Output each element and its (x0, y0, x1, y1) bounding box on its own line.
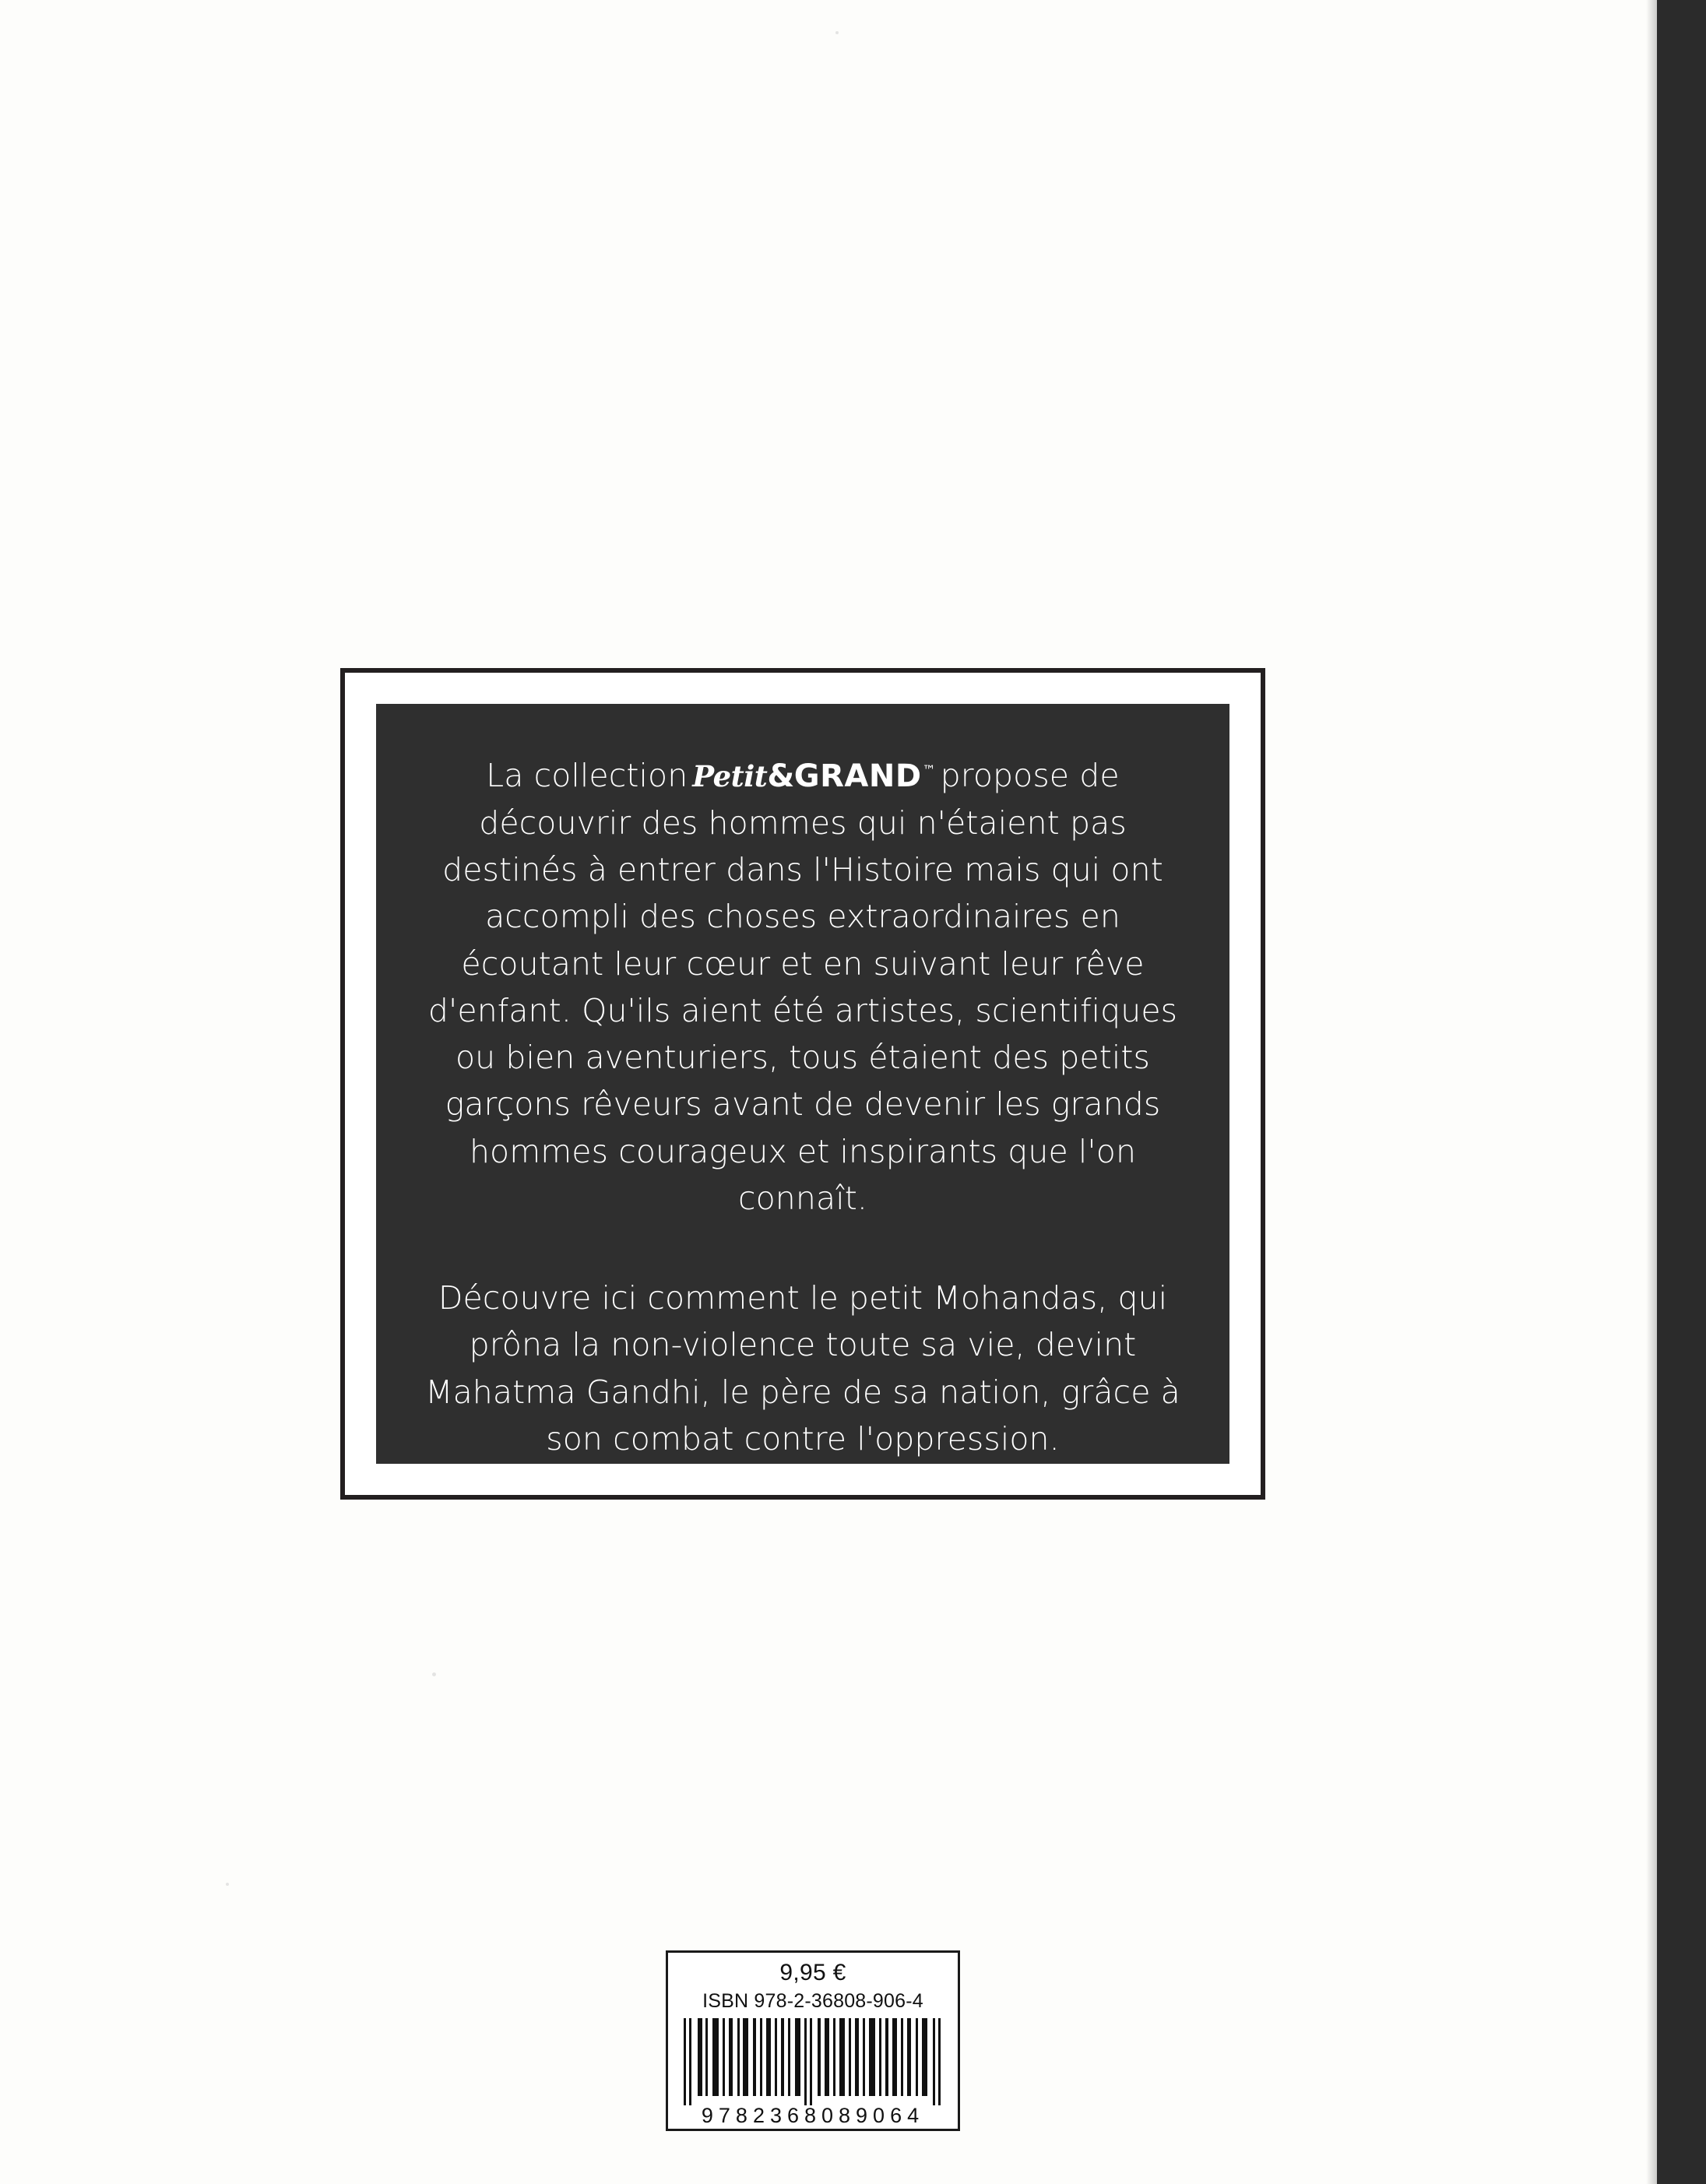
logo-trademark-icon: ™ (922, 763, 936, 779)
logo-ampersand: & (767, 758, 794, 794)
barcode-block (666, 1950, 960, 2131)
price-label: 9,95 € (779, 1960, 846, 1985)
blurb-frame (340, 668, 1265, 1500)
blurb-paragraph-collection (420, 752, 1186, 1222)
binding-shadow (1646, 0, 1657, 2184)
blurb-panel (376, 704, 1229, 1464)
blurb-text-before-logo: La collection (486, 757, 688, 794)
blurb-text-after-logo: propose de découvrir des hommes qui n'étaient pas destinés à entrer dans l'Histoire mais qui ont accompli des choses extraordinaires en écoutant leur cœur et en suivant leur rêve d'enfant. Qu'ils aient été artistes, scientifiques ou bien aventuriers, tous étaient des petits garçons rêveurs avant de devenir les grands hommes courageux et inspirants que l'on connaît. (427, 757, 1178, 1217)
binding-edge (1657, 0, 1706, 2184)
collection-logo (692, 752, 935, 800)
paper-speck (432, 1672, 436, 1676)
paper-speck (226, 1883, 229, 1886)
logo-grand-text: GRAND (793, 758, 922, 794)
barcode-digits: 9782368089064 (701, 2104, 925, 2127)
blurb-paragraph-book: Découvre ici comment le petit Mohandas, qui prôna la non-violence toute sa vie, devint Mahatma Gandhi, le père de sa nation, grâce à son combat contre l'oppression. (425, 1279, 1180, 1458)
isbn-label: ISBN 978-2-36808-906-4 (702, 1990, 923, 2012)
barcode-icon (679, 2018, 947, 2105)
paper-speck (835, 31, 839, 34)
logo-petit-text: Petit (692, 759, 768, 793)
